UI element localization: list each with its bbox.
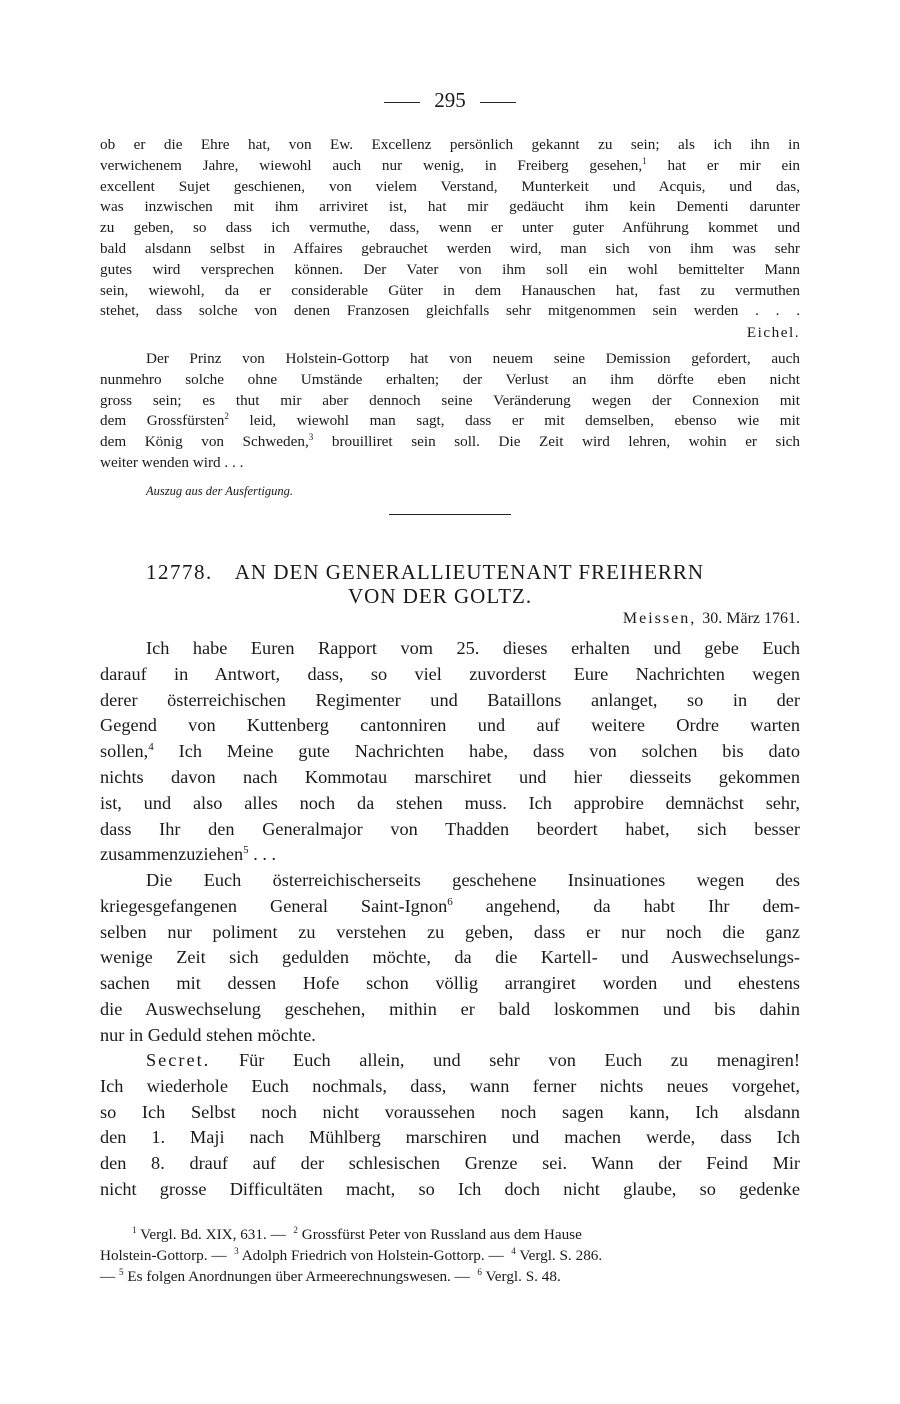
text-line: so Ich Selbst noch nicht voraussehen noch sagen kann, Ich alsdann (100, 1101, 800, 1122)
letter1-postscript (100, 349, 800, 474)
footnote-number: 6 (477, 1266, 482, 1277)
letter2-paragraph-2 (100, 868, 800, 1049)
footnote-number: 5 (118, 1266, 124, 1277)
text-line: Ich habe Euren Rapport vom 25. dieses erhalten und gebe Euch (146, 638, 800, 658)
text-line: die Auswechselung geschehen, mithin er bald loskommen und bis dahin (100, 998, 800, 1019)
page-number-dash-right (480, 102, 516, 103)
text-line: ob er die Ehre hat, von Ew. Excellenz persönlich gekannt zu sein; als ich ihn in (100, 136, 800, 153)
text-line: gutes wird versprechen können. Der Vater von ihm soll ein wohl bemittelter Mann (100, 260, 800, 278)
text-line: Gegend von Kuttenberg cantonniren und auf weitere Ordre warten (100, 715, 800, 736)
letter2-paragraph-3 (100, 1048, 800, 1203)
secret-label: Secret. (146, 1050, 211, 1070)
text-line: nur in Geduld stehen möchte. (100, 1024, 316, 1045)
letter-number: 12778. (146, 560, 213, 584)
text-line: selben nur poliment zu verstehen zu geben, dass er nur noch die ganz (100, 921, 800, 942)
page-number-dash-left (384, 102, 420, 103)
text-line: kriegesgefangenen General Saint-Ignon$^6$ angehend, da habt Ihr dem- (100, 895, 800, 916)
footnote-line: Holstein-Gottorp. — $^3$ Adolph Friedrich von Holstein-Gottorp. — $^4$ Vergl. S. 286. (100, 1245, 603, 1264)
letter-place: Meissen, (622, 610, 697, 627)
footnote-marker: 1 (642, 155, 647, 166)
letter-title-line1: AN DEN GENERALLIEUTENANT FREIHERRN (234, 560, 705, 584)
footnote-number: 2 (293, 1224, 298, 1235)
text-line: derer österreichischen Regimenter und Bataillons anlanget, so in der (100, 689, 800, 710)
text-line: sachen mit dessen Hofe schon völlig arrangiret worden und ehestens (100, 973, 800, 994)
footnote-line: $^1$ Vergl. Bd. XIX, 631. — $^2$ Grossfürst Peter von Russland aus dem Hause (132, 1224, 582, 1243)
footnote-marker: 5 (243, 844, 249, 857)
text-line: excellent Sujet geschienen, von vielem Verstand, Munterkeit und Acquis, und das, (100, 177, 800, 195)
footnote-number: 1 (132, 1224, 137, 1235)
text-line: weiter wenden wird . . . (100, 453, 244, 471)
text-line: dem König von Schweden,$^3$ brouilliret sein soll. Die Zeit wird lehren, wohin er sich (100, 432, 801, 451)
footnote-line: — $^5$ Es folgen Anordnungen über Armeerechnungswesen. — $^6$ Vergl. S. 48. (100, 1266, 561, 1285)
text-line: den 8. drauf auf der schlesischen Grenze sei. Wann der Feind Mir (100, 1153, 800, 1174)
text-line: nunmehro solche ohne Umstände erhalten; der Verlust an ihm dörfte eben nicht (100, 370, 800, 388)
text-line: bald alsdann selbst in Affaires gebrauchet werden wird, man sich von ihm was sehr (100, 239, 800, 257)
text-line: sollen,$^4$ Ich Meine gute Nachrichten habe, dass von solchen bis dato (100, 741, 800, 762)
signature: Eichel. (746, 324, 800, 341)
source-note: Auszug aus der Ausfertigung. (146, 484, 293, 498)
section-divider (389, 514, 511, 515)
text-line: verwichenem Jahre, wiewohl auch nur wenig, in Freiberg gesehen,$^1$ hat er mir ein (100, 155, 801, 174)
text-line: dass Ihr den Generalmajor von Thadden beordert habet, sich besser (100, 818, 800, 839)
footnote-number: 4 (511, 1245, 516, 1256)
letter-title-line2: VON DER GOLTZ. (348, 584, 533, 608)
footnote-marker: 4 (148, 741, 154, 754)
text-line: was inzwischen mit ihm arriviret ist, hat mir gedäucht ihm kein Dementi darunter (100, 198, 800, 216)
letter2-paragraph-1 (100, 636, 800, 868)
text-line: wenige Zeit sich gedulden möchte, da die Kartell- und Auswechselungs- (100, 947, 800, 968)
text-line: dem Grossfürsten$^2$ leid, wiewohl man sagt, dass er mit demselben, ebenso wie mit (100, 411, 801, 430)
text-line: stehet, dass solche von denen Franzosen gleichfalls sehr mitgenommen sein werden . . . (100, 302, 800, 320)
footnote-marker: 2 (224, 411, 229, 422)
footnote-number: 3 (234, 1245, 239, 1256)
text-line: Ich wiederhole Euch nochmals, dass, wann ferner nichts neues vorgehet, (100, 1075, 800, 1096)
letter1-paragraph (100, 135, 800, 322)
text-line: zusammenzuziehen$^5$ . . . (100, 844, 277, 865)
text-line: Der Prinz von Holstein-Gottorp hat von neuem seine Demission gefordert, auch (146, 350, 800, 367)
text-line: gross sein; es thut mir aber dennoch seine Veränderung wegen der Connexion mit (100, 391, 800, 409)
footnote-marker: 3 (308, 432, 314, 443)
page-number-text: 295 (434, 88, 466, 112)
text-line: sein, wiewohl, da er considerable Güter in dem Hanauschen hat, fast zu vermuthen (100, 281, 800, 299)
text-line: nicht grosse Difficultäten macht, so Ich doch nicht glaube, so gedenke (100, 1178, 800, 1199)
text-line: Die Euch österreichischerseits geschehene Insinuationes wegen des (146, 870, 800, 890)
letter-dateline (100, 610, 800, 628)
text-line: nichts davon nach Kommotau marschiret und hier diesseits gekommen (100, 766, 800, 787)
text-line: zu geben, so dass ich vermuthe, dass, wenn er unter guter Anführung kommet und (100, 219, 800, 237)
text-line: Secret. Für Euch allein, und sehr von Euch zu menagiren! (146, 1050, 800, 1070)
footnote-marker: 6 (447, 895, 453, 908)
page-number (0, 88, 900, 113)
letter-date: 30. März 1761. (702, 610, 800, 627)
letter2-heading (146, 560, 806, 608)
text-line: ist, und also alles noch da stehen muss. Ich approbire demnächst sehr, (100, 792, 800, 813)
text-line: darauf in Antwort, dass, so viel zuvorderst Eure Nachrichten wegen (100, 663, 800, 684)
text-line: den 1. Maji nach Mühlberg marschiren und machen werde, dass Ich (100, 1127, 800, 1148)
footnotes (100, 1224, 800, 1287)
